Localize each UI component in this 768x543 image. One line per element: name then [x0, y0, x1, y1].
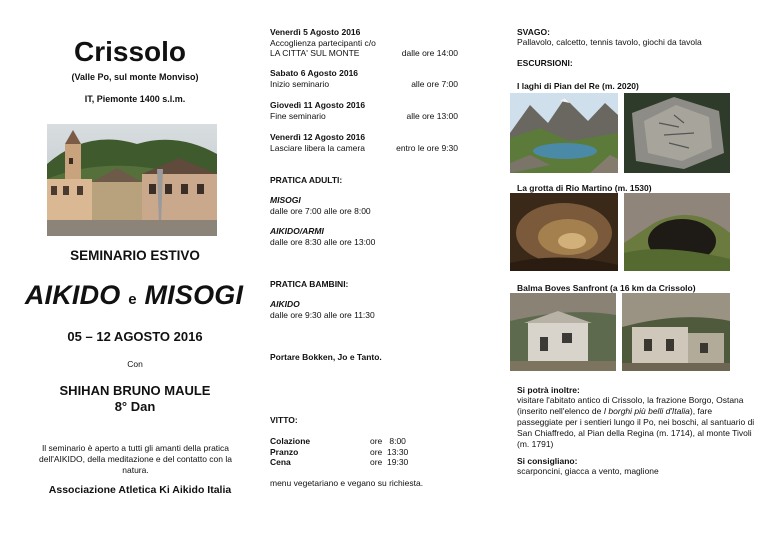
teacher-block [0, 383, 270, 415]
schedule-day: Sabato 6 Agosto 2016 [270, 68, 359, 78]
right-column [517, 0, 757, 543]
event-name [0, 280, 268, 311]
adults-heading: PRATICA ADULTI: [270, 175, 343, 185]
seminar-label: SEMINARIO ESTIVO [70, 248, 200, 263]
more-text [517, 395, 755, 450]
event-word-misogi: MISOGI [144, 280, 244, 310]
cave-entrance-photo [624, 193, 730, 271]
event-conjunction: e [128, 291, 137, 308]
schedule-time: entro le ore 9:30 [396, 142, 458, 153]
meal-row [270, 436, 468, 447]
kids-practice [270, 299, 468, 320]
meal-time: ore 13:30 [370, 446, 409, 457]
excursions-heading: ESCURSIONI: [517, 58, 573, 68]
meal-row [270, 447, 468, 458]
balma-caption: Balma Boves Sanfront (a 16 km da Crissolo) [517, 283, 696, 293]
with-label: Con [127, 359, 143, 369]
schedule-line: Fine seminario [270, 110, 326, 121]
meal-name: Colazione [270, 436, 311, 446]
town-photo [47, 124, 217, 236]
practice-hours: dalle ore 9:30 alle ore 11:30 [270, 309, 375, 320]
association-name: Associazione Atletica Ki Aikido Italia [48, 484, 232, 496]
meal-row [270, 457, 468, 468]
schedule-day: Venerdì 12 Agosto 2016 [270, 132, 366, 142]
more-text-part: ), fare passeggiate per i sentieri lungo il Po, nei boschi, al santuario di San Chiaffredo, al Pian della Regina (m. 1714), al monte Tivoli (m. 1791) [517, 406, 755, 449]
middle-column [268, 0, 468, 543]
event-word-aikido: AIKIDO [24, 280, 121, 310]
schedule-item [270, 100, 468, 121]
advice-text: scarponcini, giacca a vento, maglione [517, 466, 659, 476]
cave-caption: La grotta di Rio Martino (m. 1530) [517, 183, 652, 193]
schedule-row [270, 79, 468, 90]
schedule-time: alle ore 7:00 [411, 78, 458, 89]
leisure-heading: SVAGO: [517, 27, 550, 37]
cave-interior-photo [510, 193, 618, 271]
teacher-rank: 8° Dan [114, 399, 156, 414]
bring-equipment: Portare Bokken, Jo e Tanto. [270, 352, 382, 362]
town-title: Crissolo [73, 36, 187, 67]
schedule-line: Lasciare libera la camera [270, 142, 365, 153]
meal-name: Cena [270, 457, 291, 467]
practice-name: AIKIDO [270, 299, 300, 309]
town-location: IT, Piemonte 1400 s.l.m. [84, 94, 186, 104]
schedule-line: Inizio seminario [270, 78, 330, 89]
event-dates: 05 – 12 AGOSTO 2016 [67, 329, 203, 344]
schedule-time: dalle ore 14:00 [401, 48, 458, 58]
kids-heading: PRATICA BAMBINI: [270, 279, 349, 289]
town-subtitle: (Valle Po, sul monte Monviso) [71, 72, 199, 82]
meals-table [270, 436, 468, 468]
practice-name: MISOGI [270, 195, 301, 205]
lakes-photo [510, 93, 618, 173]
schedule-item [270, 27, 468, 59]
meal-name: Pranzo [270, 446, 299, 457]
schedule-row [270, 111, 468, 122]
practice-hours: dalle ore 7:00 alle ore 8:00 [270, 205, 371, 216]
advice-heading: Si consigliano: [517, 456, 578, 466]
more-text-italic: I borghi più belli d'Italia [603, 406, 690, 416]
balma-boves-photo-2 [622, 293, 730, 371]
food-heading: VITTO: [270, 415, 298, 425]
balma-boves-photo-1 [510, 293, 616, 371]
schedule-day: Giovedì 11 Agosto 2016 [270, 100, 366, 110]
practice-hours: dalle ore 8:30 alle ore 13:00 [270, 236, 376, 247]
meal-time: ore 19:30 [370, 457, 409, 467]
left-column [0, 0, 260, 543]
schedule-item [270, 68, 468, 89]
practice-name: AIKIDO/ARMI [270, 226, 324, 236]
schedule-row [270, 48, 468, 59]
schedule-day: Venerdì 5 Agosto 2016 [270, 27, 361, 37]
more-text-part: visitare l'abitato antico di Crissolo, la frazione Borgo, Ostana (inserito nell'elenco de [517, 395, 744, 416]
adults-practice [270, 226, 468, 247]
meal-time: ore 8:00 [370, 436, 406, 446]
teacher-name: SHIHAN BRUNO MAULE [59, 383, 211, 398]
food-note: menu vegetariano e vegano su richiesta. [270, 478, 424, 488]
adults-practice [270, 195, 468, 216]
more-heading: Si potrà inoltre: [517, 385, 580, 395]
engraved-rock-photo [624, 93, 730, 173]
leisure-text: Pallavolo, calcetto, tennis tavolo, giochi da tavola [517, 37, 702, 47]
schedule-time: alle ore 13:00 [406, 110, 458, 121]
schedule-line: LA CITTA' SUL MONTE [270, 48, 360, 58]
seminar-description: Il seminario è aperto a tutti gli amanti della pratica dell'AIKIDO, della meditazione e del contatto con la natura. [39, 443, 232, 475]
lakes-caption: I laghi di Pian del Re (m. 2020) [517, 81, 639, 91]
schedule-line: Accoglienza partecipanti c/o [270, 37, 376, 48]
schedule-item [270, 132, 468, 153]
schedule-row [270, 143, 468, 154]
